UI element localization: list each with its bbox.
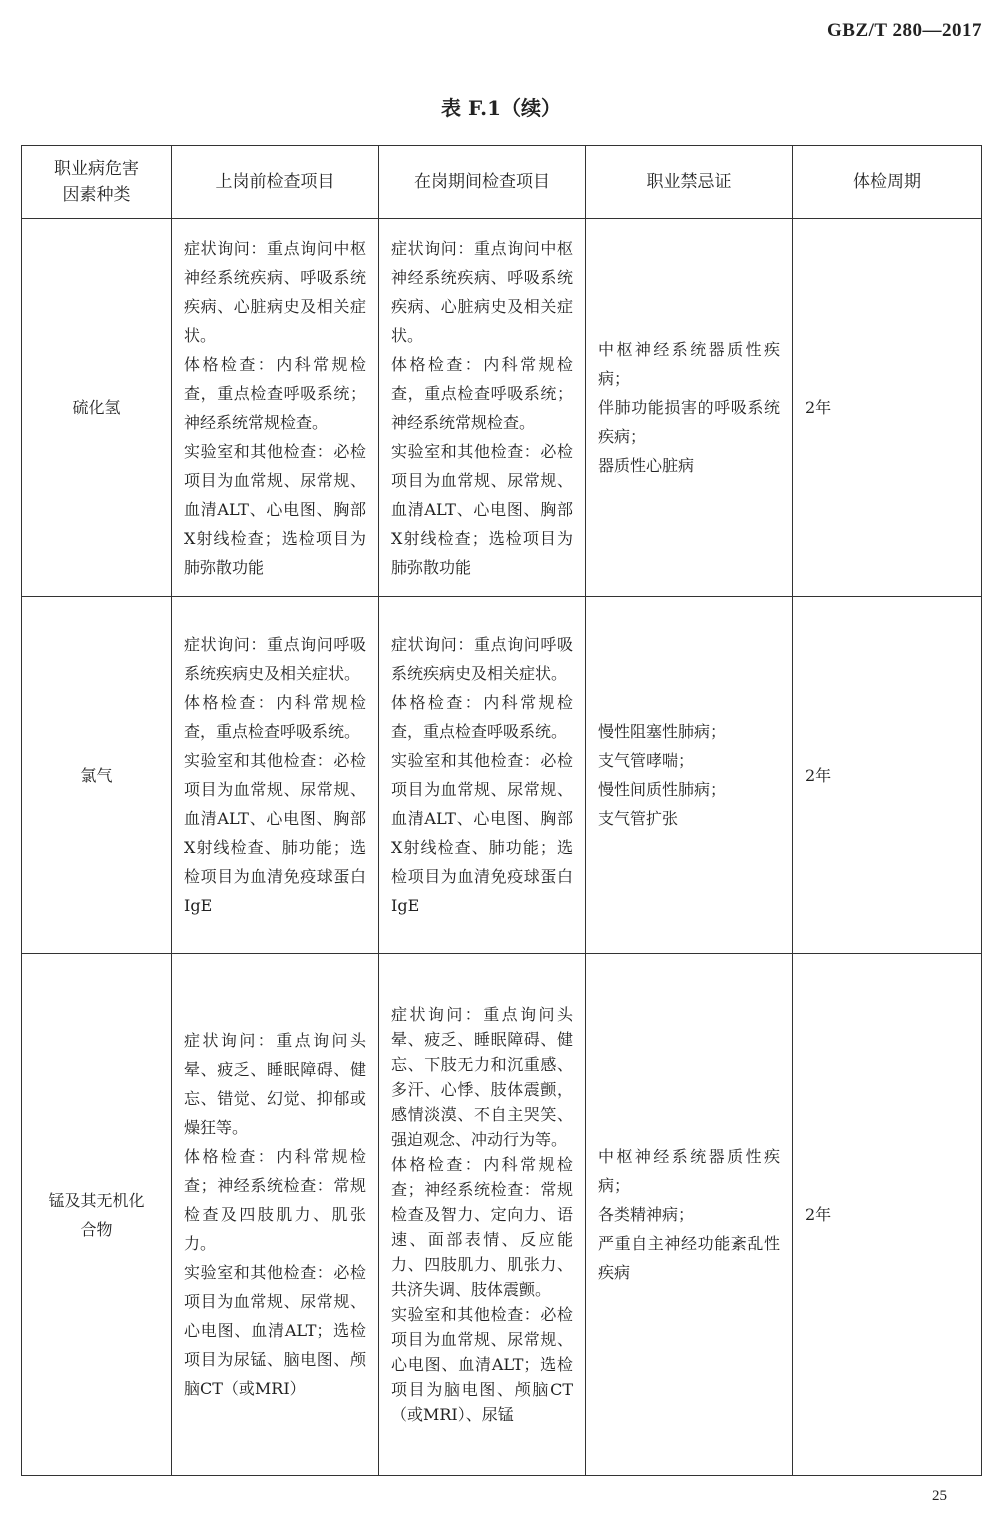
on-duty-cell bbox=[379, 597, 586, 954]
symptom-inquiry: 症状询问：重点询问中枢神经系统疾病、呼吸系统疾病、心脏病史及相关症状。 bbox=[184, 238, 366, 345]
contraindication-item: 各类精神病； bbox=[598, 1205, 695, 1224]
physical-exam: 体格检查：内科常规检查；神经系统检查：常规检查及四肢肌力、肌张力。 bbox=[184, 1147, 366, 1253]
physical-exam: 体格检查：内科常规检查，重点检查呼吸系统；神经系统常规检查。 bbox=[391, 354, 573, 432]
physical-exam: 体格检查：内科常规检查，重点检查呼吸系统；神经系统常规检查。 bbox=[184, 354, 366, 432]
symptom-inquiry: 症状询问：重点询问呼吸系统疾病史及相关症状。 bbox=[391, 635, 573, 683]
header-row bbox=[22, 146, 982, 219]
factor-cell: 硫化氢 bbox=[22, 219, 172, 597]
period-cell: 2年 bbox=[793, 597, 982, 954]
contraindication-item: 中枢神经系统器质性疾病； bbox=[598, 1147, 780, 1195]
pre-employment-cell bbox=[172, 954, 379, 1476]
lab-exam: 实验室和其他检查：必检项目为血常规、尿常规、血清ALT、心电图、胸部X射线检查、肺功能；选检项目为血清免疫球蛋白IgE bbox=[391, 751, 573, 915]
page-number: 25 bbox=[932, 1488, 947, 1504]
contraindication-item: 伴肺功能损害的呼吸系统疾病； bbox=[598, 398, 780, 446]
pre-employment-cell bbox=[172, 597, 379, 954]
physical-exam: 体格检查：内科常规检查，重点检查呼吸系统。 bbox=[391, 693, 573, 741]
physical-exam: 体格检查：内科常规检查，重点检查呼吸系统。 bbox=[184, 693, 366, 741]
symptom-inquiry: 症状询问：重点询问中枢神经系统疾病、呼吸系统疾病、心脏病史及相关症状。 bbox=[391, 238, 573, 345]
factor-cell: 锰及其无机化合物 bbox=[22, 954, 172, 1476]
col-header-factor: 职业病危害因素种类 bbox=[22, 146, 172, 219]
contraindication-item: 支气管哮喘； bbox=[598, 751, 695, 770]
col-header-on-duty: 在岗期间检查项目 bbox=[379, 146, 586, 219]
lab-exam: 实验室和其他检查：必检项目为血常规、尿常规、血清ALT、心电图、胸部X射线检查、肺功能；选检项目为血清免疫球蛋白IgE bbox=[184, 751, 366, 915]
physical-exam: 体格检查：内科常规检查；神经系统检查：常规检查及智力、定向力、语速、面部表情、反应能力、四肢肌力、肌张力、共济失调、肢体震颤。 bbox=[391, 1155, 573, 1299]
contraindication-item: 慢性间质性肺病； bbox=[598, 780, 727, 799]
contraindication-item: 支气管扩张 bbox=[598, 809, 679, 828]
symptom-inquiry: 症状询问：重点询问呼吸系统疾病史及相关症状。 bbox=[184, 635, 366, 683]
table-caption: 表 F.1（续） bbox=[440, 96, 562, 120]
contraindications-cell bbox=[586, 954, 793, 1476]
symptom-inquiry: 症状询问：重点询问头晕、疲乏、睡眠障碍、健忘、下肢无力和沉重感、多汗、心悸、肢体震颤，感情淡漠、不自主哭笑、强迫观念、冲动行为等。 bbox=[391, 1005, 573, 1149]
table-row bbox=[22, 597, 982, 954]
contraindication-item: 中枢神经系统器质性疾病； bbox=[598, 340, 780, 388]
period-cell: 2年 bbox=[793, 954, 982, 1476]
on-duty-cell bbox=[379, 219, 586, 597]
contraindication-item: 慢性阻塞性肺病； bbox=[598, 722, 727, 741]
lab-exam: 实验室和其他检查：必检项目为血常规、尿常规、心电图、血清ALT；选检项目为脑电图、颅脑CT（或MRI）、尿锰 bbox=[391, 1305, 573, 1424]
table-row bbox=[22, 954, 982, 1476]
lab-exam: 实验室和其他检查：必检项目为血常规、尿常规、血清ALT、心电图、胸部X射线检查；选检项目为肺弥散功能 bbox=[184, 441, 366, 577]
lab-exam: 实验室和其他检查：必检项目为血常规、尿常规、心电图、血清ALT；选检项目为尿锰、脑电图、颅脑CT（或MRI） bbox=[184, 1263, 366, 1398]
symptom-inquiry: 症状询问：重点询问头晕、疲乏、睡眠障碍、健忘、错觉、幻觉、抑郁或燥狂等。 bbox=[184, 1031, 366, 1137]
col-header-period: 体检周期 bbox=[793, 146, 982, 219]
examination-table bbox=[21, 145, 982, 1476]
contraindication-item: 严重自主神经功能紊乱性疾病 bbox=[598, 1234, 780, 1282]
contraindication-item: 器质性心脏病 bbox=[598, 456, 695, 475]
period-cell: 2年 bbox=[793, 219, 982, 597]
col-header-pre-employment: 上岗前检查项目 bbox=[172, 146, 379, 219]
standard-code: GBZ/T 280—2017 bbox=[827, 20, 982, 41]
on-duty-cell bbox=[379, 954, 586, 1476]
pre-employment-cell bbox=[172, 219, 379, 597]
col-header-contraindications: 职业禁忌证 bbox=[586, 146, 793, 219]
table-row bbox=[22, 219, 982, 597]
lab-exam: 实验室和其他检查：必检项目为血常规、尿常规、血清ALT、心电图、胸部X射线检查；选检项目为肺弥散功能 bbox=[391, 441, 573, 577]
factor-cell: 氯气 bbox=[22, 597, 172, 954]
contraindications-cell bbox=[586, 219, 793, 597]
contraindications-cell bbox=[586, 597, 793, 954]
